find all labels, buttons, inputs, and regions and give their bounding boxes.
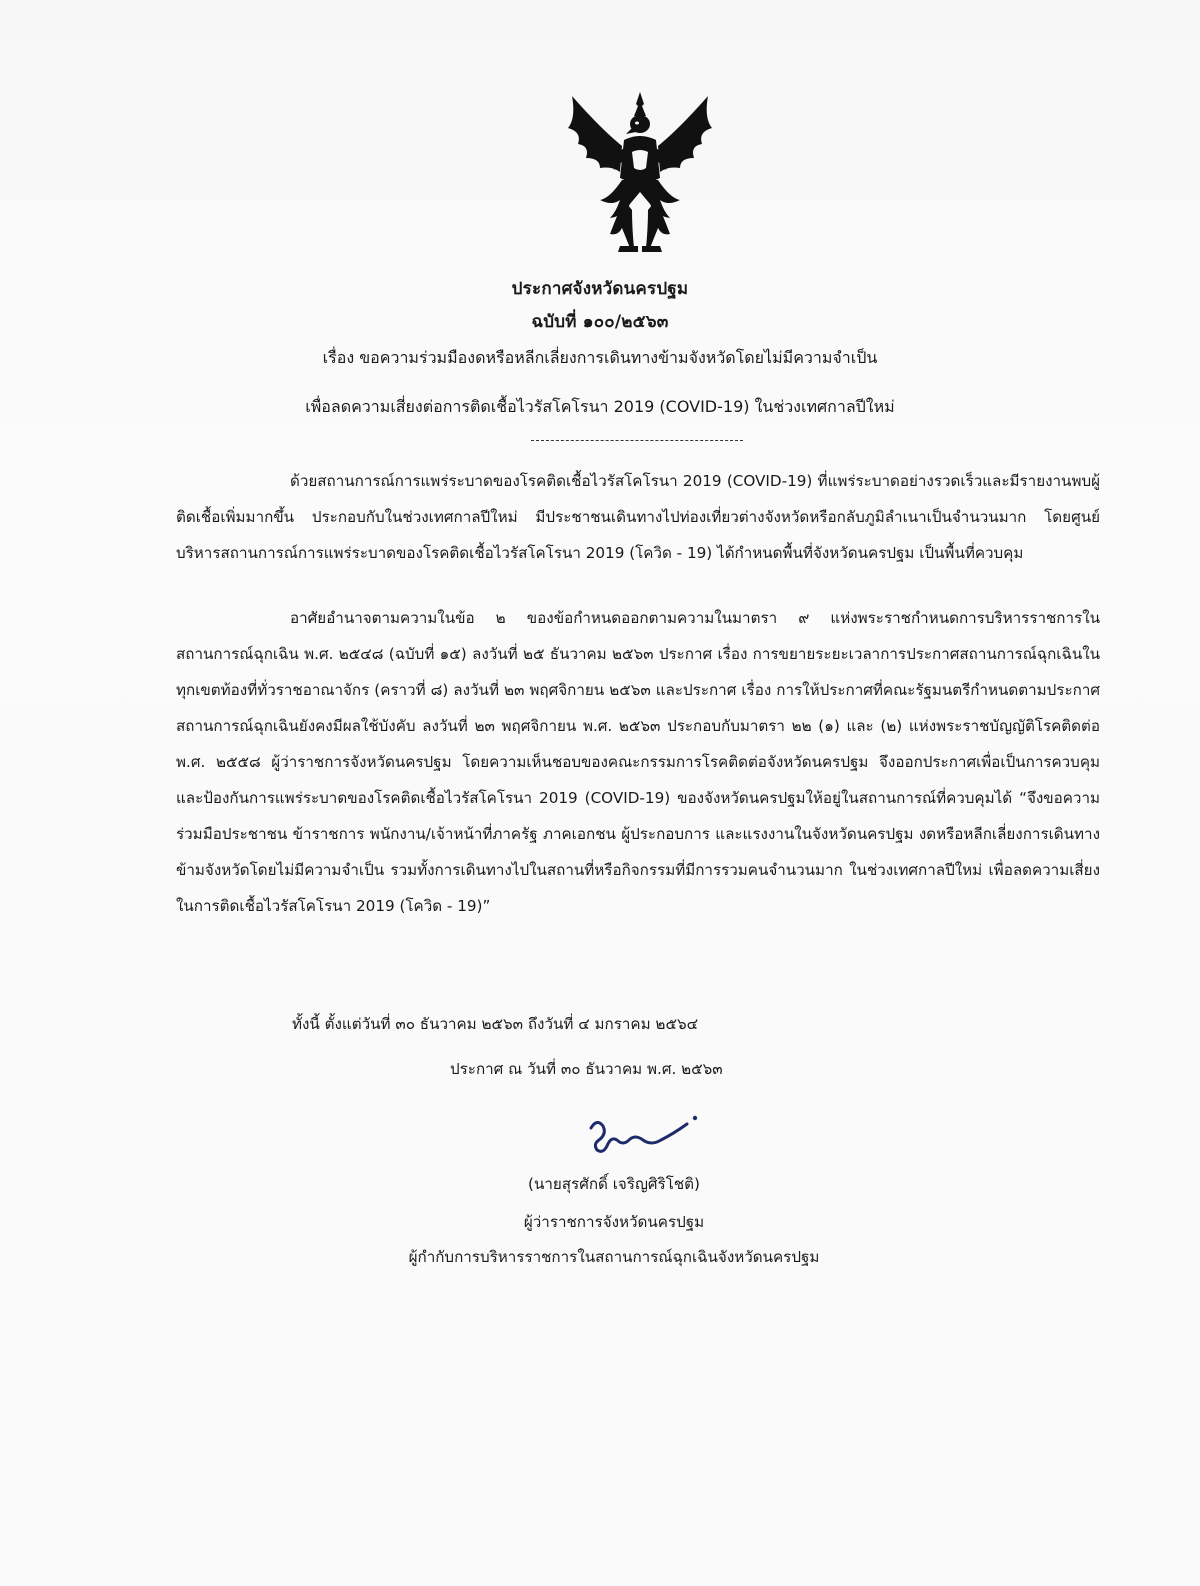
document-number: ฉบับที่ ๑๐๐/๒๕๖๓ [531,312,669,332]
signer-name: (นายสุรศักดิ์ เจริญศิริโชติ) [528,1175,700,1193]
handwritten-signature [583,1110,703,1156]
body-paragraph-1: ด้วยสถานการณ์การแพร่ระบาดของโรคติดเชื้อไวรัสโคโรนา 2019 (COVID-19) ที่แพร่ระบาดอย่างรวดเร็วและมีรายงานพบผู้ติดเชื้อเพิ่มมากขึ้น ประกอบกับในช่วงเทศกาลปีใหม่ มีประชาชนเดินทางไปท่องเที่ยวต่างจังหวัดหรือกลับภูมิลำเนาเป็นจำนวนมาก โดยศูนย์บริหารสถานการณ์การแพร่ระบาดของโรคติดเชื้อไวรัสโคโรนา 2019 (โควิด - 19) ได้กำหนดพื้นที่จังหวัดนครปฐม เป็นพื้นที่ควบคุม [176,472,1100,562]
document-title: ประกาศจังหวัดนครปฐม [511,279,689,299]
signer-position-governor: ผู้ว่าราชการจังหวัดนครปฐม [523,1213,705,1231]
signer-position-emergency: ผู้กำกับการบริหารราชการในสถานการณ์ฉุกเฉินจังหวัดนครปฐม [408,1248,820,1266]
subject-line-2: เพื่อลดความเสี่ยงต่อการติดเชื้อไวรัสโคโรนา 2019 (COVID-19) ในช่วงเทศกาลปีใหม่ [305,397,895,416]
effective-period: ทั้งนี้ ตั้งแต่วันที่ ๓๐ ธันวาคม ๒๕๖๓ ถึงวันที่ ๔ มกราคม ๒๕๖๔ [292,1015,699,1033]
body-paragraph-2: อาศัยอำนาจตามความในข้อ ๒ ของข้อกำหนดออกตามความในมาตรา ๙ แห่งพระราชกำหนดการบริหารราชการในสถานการณ์ฉุกเฉิน พ.ศ. ๒๕๔๘ (ฉบับที่ ๑๕) ลงวันที่ ๒๕ ธันวาคม ๒๕๖๓ ประกาศ เรื่อง การขยายระยะเวลาการประกาศสถานการณ์ฉุกเฉินในทุกเขตท้องที่ทั่วราชอาณาจักร (คราวที่ ๘) ลงวันที่ ๒๓ พฤศจิกายน ๒๕๖๓ และประกาศ เรื่อง การให้ประกาศที่คณะรัฐมนตรีกำหนดตามประกาศสถานการณ์ฉุกเฉินยังคงมีผลใช้บังคับ ลงวันที่ ๒๓ พฤศจิกายน พ.ศ. ๒๕๖๓ ประกอบกับมาตรา ๒๒ (๑) และ (๒) แห่งพระราชบัญญัติโรคติดต่อ พ.ศ. ๒๕๕๘ ผู้ว่าราชการจังหวัดนครปฐม โดยความเห็นชอบของคณะกรรมการโรคติดต่อจังหวัดนครปฐม จึงออกประกาศเพื่อเป็นการควบคุมและป้องกันการแพร่ระบาดของโรคติดเชื้อไวรัสโคโรนา 2019 (COVID-19) ของจังหวัดนครปฐมให้อยู่ในสถานการณ์ที่ควบคุมได้ “จึงขอความร่วมมือประชาชน ข้าราชการ พนักงาน/เจ้าหน้าที่ภาครัฐ ภาคเอกชน ผู้ประกอบการ และแรงงานในจังหวัดนครปฐม งดหรือหลีกเลี่ยงการเดินทางข้ามจังหวัดโดยไม่มีความจำเป็น รวมทั้งการเดินทางไปในสถานที่หรือกิจกรรมที่มีการรวมคนจำนวนมาก ในช่วงเทศกาลปีใหม่ เพื่อลดความเสี่ยงในการติดเชื้อไวรัสโคโรนา 2019 (โควิด - 19)” [176,609,1100,915]
separator-rule [531,440,743,441]
announced-date: ประกาศ ณ วันที่ ๓๐ ธันวาคม พ.ศ. ๒๕๖๓ [450,1060,723,1078]
subject-line-1: เรื่อง ขอความร่วมมืองดหรือหลีกเลี่ยงการเดินทางข้ามจังหวัดโดยไม่มีความจำเป็น [322,348,878,367]
garuda-emblem-icon [560,88,720,254]
